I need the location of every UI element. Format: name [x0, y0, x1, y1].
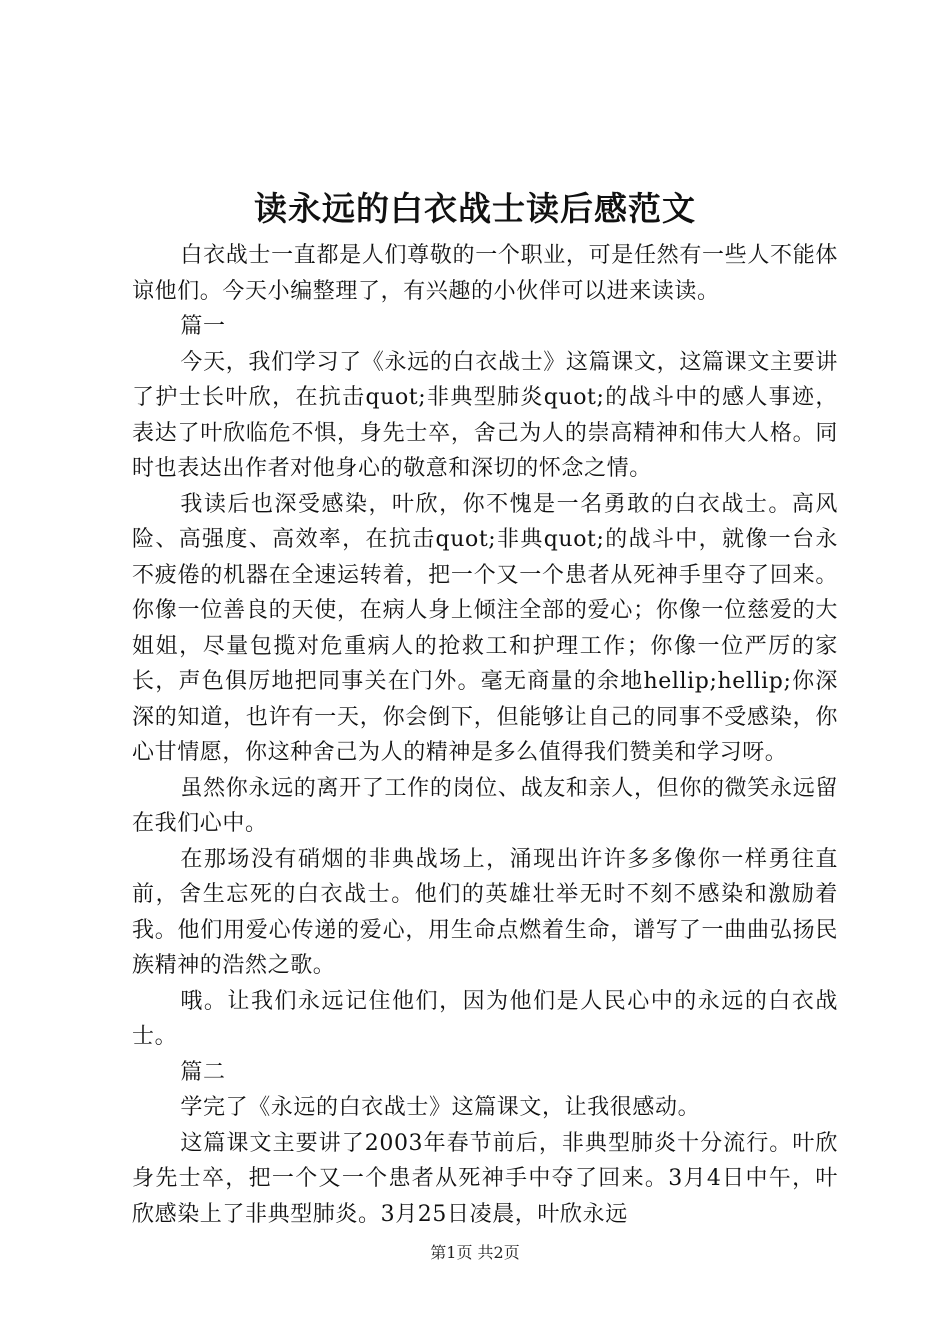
paragraph: 学完了《永远的白衣战士》这篇课文，让我很感动。	[180, 1095, 701, 1120]
paragraph: 今天，我们学习了《永远的白衣战士》这篇课文，这篇课文主要讲了护士长叶欣，在抗击quot;非典型肺炎quot;的战斗中的感人事迹，表达了叶欣临危不惧，身先士卒，舍己为人的崇高精神和伟大人格。同时也表达出作者对他身心的敬意和深切的怀念之情。	[132, 349, 838, 481]
paragraph: 我读后也深受感染，叶欣，你不愧是一名勇敢的白衣战士。高风险、高强度、高效率，在抗击quot;非典quot;的战斗中，就像一台永不疲倦的机器在全速运转着，把一个又一个患者从死神手里夺了回来。你像一位善良的天使，在病人身上倾注全部的爱心；你像一位慈爱的大姐姐，尽量包揽对危重病人的抢救工和护理工作；你像一位严厉的家长，声色俱厉地把同事关在门外。毫无商量的余地hellip;hellip;你深深的知道，也许有一天，你会倒下，但能够让自己的同事不受感染，你心甘情愿，你这种舍己为人的精神是多么值得我们赞美和学习呀。	[132, 491, 838, 765]
paragraph: 哦。让我们永远记住他们，因为他们是人民心中的永远的白衣战士。	[132, 988, 838, 1049]
section-heading-part-one: 篇一	[180, 314, 226, 339]
paragraph: 在那场没有硝烟的非典战场上，涌现出许许多多像你一样勇往直前，舍生忘死的白衣战士。他们的英雄壮举无时不刻不感染和激励着我。他们用爱心传递的爱心，用生命点燃着生命，谱写了一曲曲弘扬民族精神的浩然之歌。	[132, 846, 838, 978]
page-number-footer: 第1页 共2页	[430, 1243, 520, 1262]
section-heading-part-two: 篇二	[180, 1059, 226, 1085]
document-body	[132, 238, 838, 1232]
paragraph: 这篇课文主要讲了2003年春节前后，非典型肺炎十分流行。叶欣身先士卒，把一个又一个患者从死神手中夺了回来。3月4日中午，叶欣感染上了非典型肺炎。3月25日凌晨，叶欣永远	[132, 1130, 838, 1227]
paragraph: 虽然你永远的离开了工作的岗位、战友和亲人，但你的微笑永远留在我们心中。	[132, 775, 838, 836]
paragraph-intro: 白衣战士一直都是人们尊敬的一个职业，可是任然有一些人不能体谅他们。今天小编整理了，有兴趣的小伙伴可以进来读读。	[132, 243, 838, 304]
document-title: 读永远的白衣战士读后感范文	[254, 189, 696, 228]
